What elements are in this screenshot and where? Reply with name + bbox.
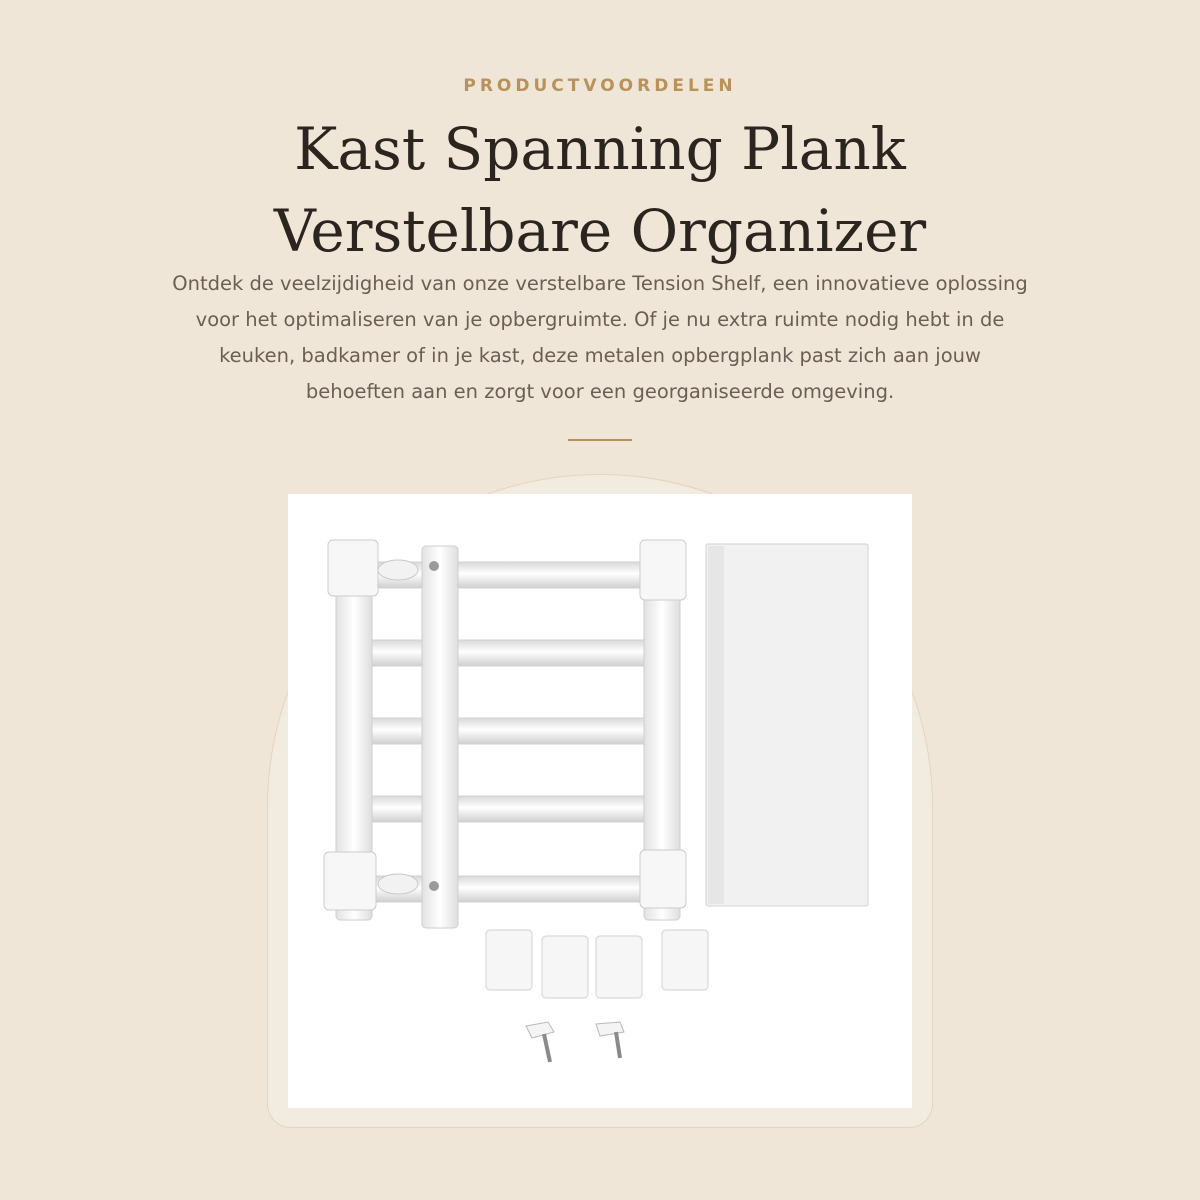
divider: [568, 439, 632, 441]
page-title: [0, 108, 1200, 272]
shelf-board: [706, 544, 868, 906]
page-title-line-1: Kast Spanning Plank: [294, 115, 906, 183]
section-eyebrow: PRODUCTVOORDELEN: [463, 76, 737, 96]
product-image: [288, 494, 912, 1108]
product-description: Ontdek de veelzijdigheid van onze verstelbare Tension Shelf, een innovatieve oplossing voor het optimaliseren van je opbergruimte. Of je nu extra ruimte nodig hebt in de keuken, badkamer of in je kast, deze metalen opbergplank past zich aan jouw behoeften aan en zorgt voor een georganiseerde omgeving.: [172, 272, 1028, 403]
right-post: [640, 540, 686, 920]
page-title-line-2: Verstelbare Organizer: [273, 197, 927, 265]
product-photo-icon: [288, 494, 912, 1108]
left-post: [324, 540, 378, 920]
rack-rods: [358, 562, 658, 902]
end-pads: [486, 930, 708, 998]
screws: [526, 1022, 624, 1062]
